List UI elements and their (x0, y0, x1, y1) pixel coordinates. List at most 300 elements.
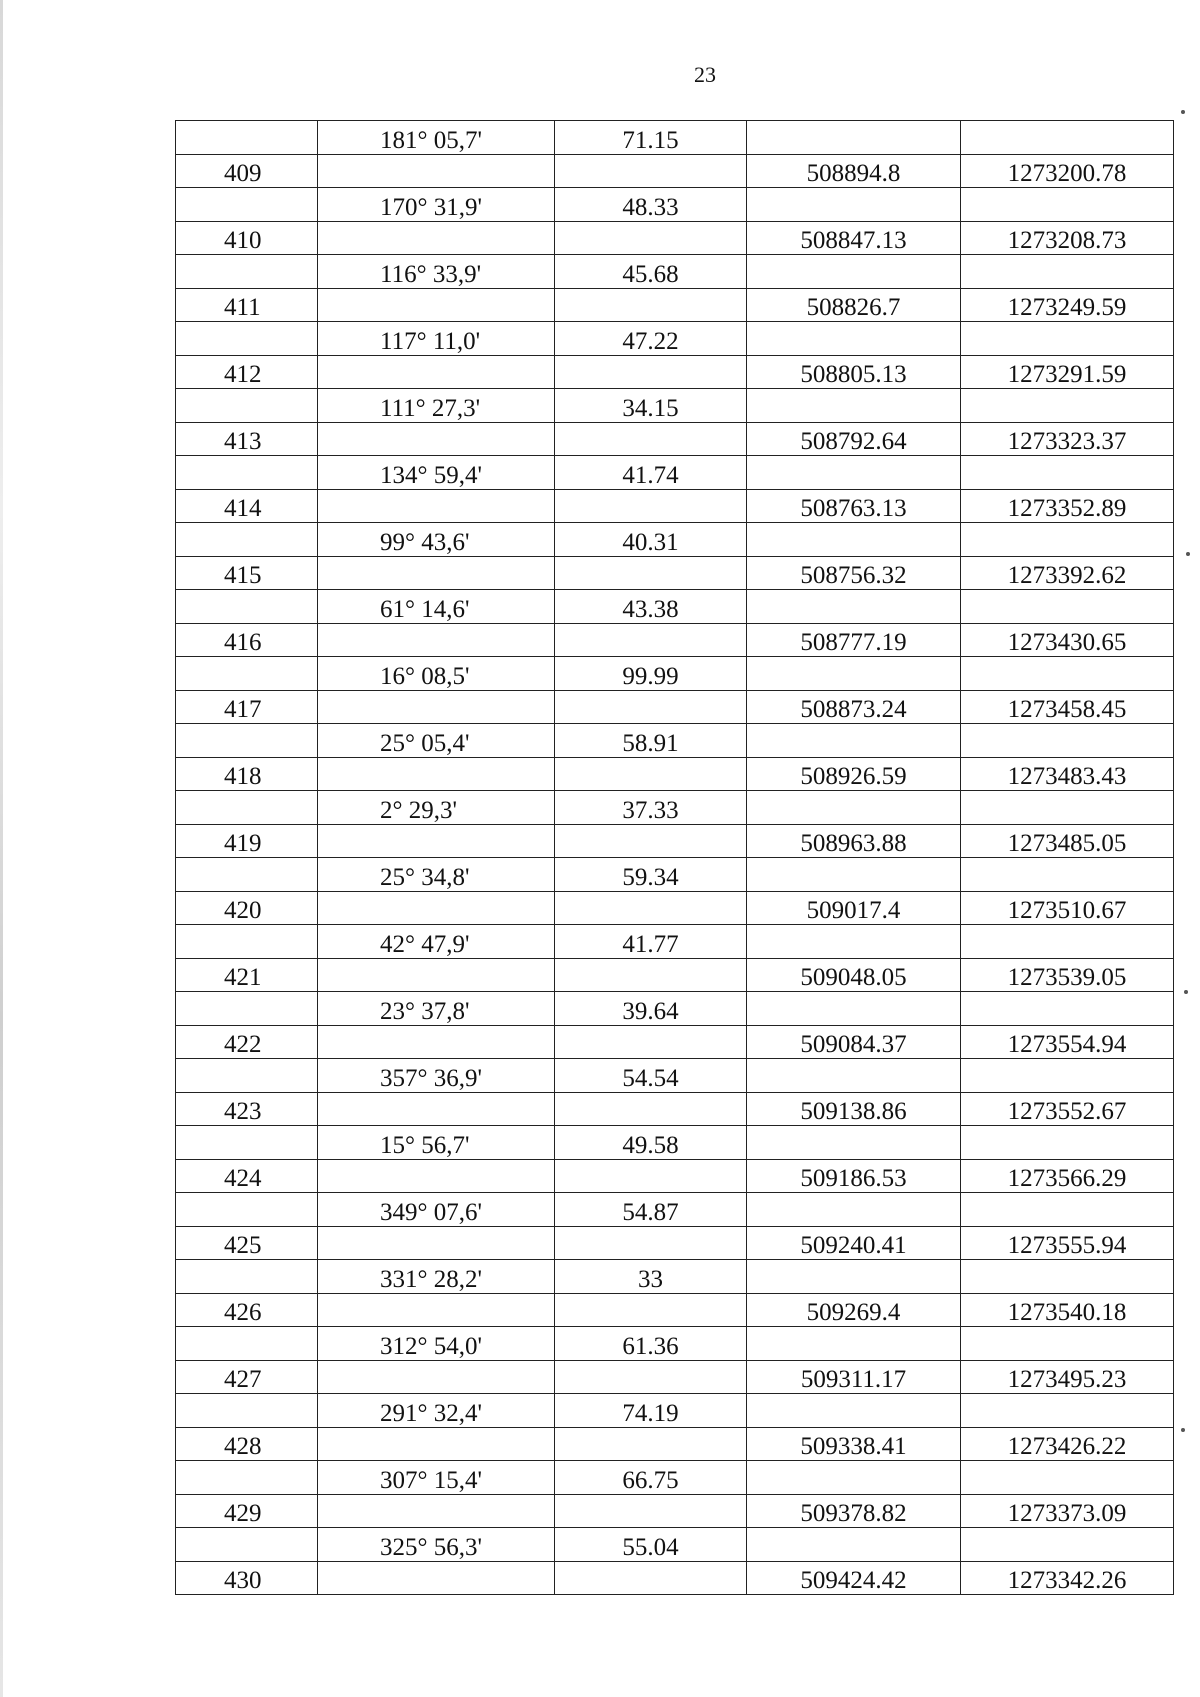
y-value: 1273510.67 (1007, 897, 1127, 924)
angle-cell (318, 1561, 555, 1595)
y-value: 1273485.05 (1007, 830, 1127, 857)
y-value: 1273200.78 (1007, 160, 1127, 187)
y-cell (961, 1193, 1174, 1227)
point-value: 423 (224, 1098, 262, 1125)
distance-cell (555, 188, 747, 222)
table-row-leg (176, 992, 1174, 1026)
distance-value: 55.04 (622, 1533, 679, 1561)
x-value: 508894.8 (806, 160, 901, 187)
y-value: 1273323.37 (1007, 428, 1127, 455)
x-cell (747, 355, 961, 389)
y-cell (961, 925, 1174, 959)
x-cell (747, 657, 961, 691)
y-value: 1273566.29 (1007, 1165, 1127, 1192)
table-row-leg (176, 1461, 1174, 1495)
y-cell (961, 1126, 1174, 1160)
angle-cell (318, 925, 555, 959)
y-cell (961, 724, 1174, 758)
angle-cell (318, 1327, 555, 1361)
point-cell (176, 690, 318, 724)
table-row-leg (176, 590, 1174, 624)
angle-cell (318, 121, 555, 155)
x-cell (747, 1226, 961, 1260)
angle-value: 23° 37,8' (380, 997, 470, 1025)
point-cell (176, 1293, 318, 1327)
y-cell (961, 1059, 1174, 1093)
y-cell (961, 188, 1174, 222)
angle-cell (318, 858, 555, 892)
angle-cell (318, 1528, 555, 1562)
distance-cell (555, 1327, 747, 1361)
point-cell (176, 188, 318, 222)
table-row-leg (176, 523, 1174, 557)
table-row-point (176, 1494, 1174, 1528)
x-cell (747, 556, 961, 590)
distance-value: 43.38 (622, 595, 679, 623)
x-cell (747, 288, 961, 322)
distance-cell (555, 657, 747, 691)
margin-mark (1181, 110, 1185, 114)
distance-value: 74.19 (622, 1399, 679, 1427)
point-cell (176, 1427, 318, 1461)
table-row-leg (176, 188, 1174, 222)
point-value: 426 (224, 1299, 262, 1326)
angle-value: 117° 11,0' (380, 327, 481, 355)
distance-cell (555, 1394, 747, 1428)
angle-value: 61° 14,6' (380, 595, 470, 623)
y-value: 1273392.62 (1007, 562, 1127, 589)
point-cell (176, 422, 318, 456)
x-cell (747, 925, 961, 959)
table-row-leg (176, 1394, 1174, 1428)
angle-cell (318, 1293, 555, 1327)
x-cell (747, 791, 961, 825)
y-cell (961, 121, 1174, 155)
distance-cell (555, 1159, 747, 1193)
distance-cell (555, 322, 747, 356)
point-cell (176, 1059, 318, 1093)
angle-cell (318, 1126, 555, 1160)
y-cell (961, 422, 1174, 456)
x-cell (747, 824, 961, 858)
coordinates-table-body (176, 121, 1174, 1595)
distance-cell (555, 1494, 747, 1528)
point-value: 412 (224, 361, 262, 388)
point-cell (176, 1025, 318, 1059)
x-cell (747, 1092, 961, 1126)
y-cell (961, 623, 1174, 657)
angle-cell (318, 724, 555, 758)
point-cell (176, 221, 318, 255)
x-cell (747, 221, 961, 255)
y-cell (961, 791, 1174, 825)
margin-mark (1186, 552, 1190, 556)
angle-value: 25° 34,8' (380, 863, 470, 891)
x-value: 508963.88 (800, 830, 907, 857)
distance-cell (555, 958, 747, 992)
y-value: 1273540.18 (1007, 1299, 1127, 1326)
x-value: 508777.19 (800, 629, 907, 656)
table-row-point (176, 221, 1174, 255)
point-value: 417 (224, 696, 262, 723)
y-cell (961, 858, 1174, 892)
distance-cell (555, 1092, 747, 1126)
table-row-leg (176, 1193, 1174, 1227)
y-cell (961, 1159, 1174, 1193)
x-value: 508873.24 (800, 696, 907, 723)
y-cell (961, 1561, 1174, 1595)
table-row-point (176, 824, 1174, 858)
distance-value: 37.33 (622, 796, 679, 824)
point-value: 430 (224, 1567, 262, 1594)
point-value: 418 (224, 763, 262, 790)
point-cell (176, 322, 318, 356)
angle-cell (318, 1427, 555, 1461)
table-row-point (176, 623, 1174, 657)
distance-value: 61.36 (622, 1332, 679, 1360)
angle-cell (318, 623, 555, 657)
x-cell (747, 121, 961, 155)
distance-cell (555, 992, 747, 1026)
point-cell (176, 1394, 318, 1428)
angle-value: 291° 32,4' (380, 1399, 483, 1427)
distance-cell (555, 1059, 747, 1093)
table-row-point (176, 154, 1174, 188)
point-cell (176, 1226, 318, 1260)
x-cell (747, 523, 961, 557)
y-cell (961, 1461, 1174, 1495)
distance-cell (555, 1126, 747, 1160)
distance-cell (555, 422, 747, 456)
y-cell (961, 1394, 1174, 1428)
table-row-leg (176, 1260, 1174, 1294)
x-value: 508763.13 (800, 495, 907, 522)
y-cell (961, 690, 1174, 724)
x-value: 509424.42 (800, 1567, 907, 1594)
point-cell (176, 389, 318, 423)
distance-cell (555, 154, 747, 188)
x-value: 508756.32 (800, 562, 907, 589)
x-cell (747, 1059, 961, 1093)
y-cell (961, 556, 1174, 590)
point-cell (176, 1461, 318, 1495)
angle-cell (318, 757, 555, 791)
table-row-point (176, 1360, 1174, 1394)
x-cell (747, 489, 961, 523)
point-cell (176, 1327, 318, 1361)
table-row-point (176, 1159, 1174, 1193)
table-row-point (176, 757, 1174, 791)
distance-value: 49.58 (622, 1131, 679, 1159)
point-cell (176, 288, 318, 322)
distance-cell (555, 623, 747, 657)
angle-cell (318, 523, 555, 557)
distance-cell (555, 1025, 747, 1059)
distance-cell (555, 757, 747, 791)
table-row-point (176, 355, 1174, 389)
point-value: 422 (224, 1031, 262, 1058)
point-value: 415 (224, 562, 262, 589)
distance-cell (555, 1293, 747, 1327)
table-row-point (176, 1025, 1174, 1059)
angle-value: 111° 27,3' (380, 394, 481, 422)
x-cell (747, 1193, 961, 1227)
x-value: 508926.59 (800, 763, 907, 790)
x-cell (747, 1360, 961, 1394)
y-cell (961, 1494, 1174, 1528)
y-value: 1273342.26 (1007, 1567, 1127, 1594)
distance-cell (555, 891, 747, 925)
distance-cell (555, 1193, 747, 1227)
angle-value: 325° 56,3' (380, 1533, 483, 1561)
x-value: 508805.13 (800, 361, 907, 388)
table-row-leg (176, 1059, 1174, 1093)
y-cell (961, 221, 1174, 255)
x-value: 508792.64 (800, 428, 907, 455)
point-cell (176, 121, 318, 155)
x-cell (747, 1461, 961, 1495)
y-value: 1273552.67 (1007, 1098, 1127, 1125)
distance-cell (555, 456, 747, 490)
point-value: 414 (224, 495, 262, 522)
table-row-point (176, 288, 1174, 322)
x-cell (747, 389, 961, 423)
distance-cell (555, 523, 747, 557)
angle-cell (318, 1059, 555, 1093)
table-row-point (176, 422, 1174, 456)
distance-cell (555, 121, 747, 155)
distance-value: 41.77 (622, 930, 679, 958)
x-value: 508847.13 (800, 227, 907, 254)
point-cell (176, 154, 318, 188)
angle-cell (318, 1226, 555, 1260)
x-cell (747, 1427, 961, 1461)
table-row-point (176, 1427, 1174, 1461)
distance-value: 54.54 (622, 1064, 679, 1092)
angle-cell (318, 1494, 555, 1528)
distance-value: 47.22 (622, 327, 679, 355)
x-cell (747, 958, 961, 992)
angle-cell (318, 1193, 555, 1227)
x-cell (747, 1561, 961, 1595)
x-cell (747, 456, 961, 490)
y-cell (961, 523, 1174, 557)
distance-value: 41.74 (622, 461, 679, 489)
point-value: 413 (224, 428, 262, 455)
y-cell (961, 1260, 1174, 1294)
y-value: 1273458.45 (1007, 696, 1127, 723)
distance-cell (555, 1528, 747, 1562)
point-cell (176, 1092, 318, 1126)
angle-value: 15° 56,7' (380, 1131, 470, 1159)
angle-value: 181° 05,7' (380, 126, 483, 154)
table-row-point (176, 1226, 1174, 1260)
point-cell (176, 456, 318, 490)
distance-value: 58.91 (622, 729, 679, 757)
page-number: 23 (694, 62, 716, 87)
angle-value: 357° 36,9' (380, 1064, 483, 1092)
distance-cell (555, 690, 747, 724)
angle-cell (318, 1025, 555, 1059)
point-cell (176, 724, 318, 758)
distance-cell (555, 925, 747, 959)
distance-cell (555, 288, 747, 322)
table-row-leg (176, 925, 1174, 959)
y-value: 1273539.05 (1007, 964, 1127, 991)
angle-cell (318, 590, 555, 624)
angle-cell (318, 791, 555, 825)
distance-value: 48.33 (622, 193, 679, 221)
x-value: 509338.41 (800, 1433, 907, 1460)
y-value: 1273352.89 (1007, 495, 1127, 522)
x-cell (747, 623, 961, 657)
x-value: 509048.05 (800, 964, 907, 991)
distance-cell (555, 1226, 747, 1260)
y-cell (961, 456, 1174, 490)
table-row-leg (176, 791, 1174, 825)
x-cell (747, 154, 961, 188)
distance-cell (555, 1561, 747, 1595)
point-cell (176, 925, 318, 959)
table-row-leg (176, 1327, 1174, 1361)
angle-value: 331° 28,2' (380, 1265, 483, 1293)
point-cell (176, 489, 318, 523)
y-cell (961, 288, 1174, 322)
angle-cell (318, 489, 555, 523)
angle-cell (318, 992, 555, 1026)
angle-value: 134° 59,4' (380, 461, 483, 489)
distance-value: 40.31 (622, 528, 679, 556)
margin-mark (1181, 1428, 1185, 1432)
y-cell (961, 1293, 1174, 1327)
x-value: 509138.86 (800, 1098, 907, 1125)
table-row-leg (176, 1528, 1174, 1562)
distance-value: 45.68 (622, 260, 679, 288)
point-cell (176, 623, 318, 657)
y-cell (961, 389, 1174, 423)
y-cell (961, 657, 1174, 691)
point-value: 427 (224, 1366, 262, 1393)
table-row-point (176, 556, 1174, 590)
y-cell (961, 992, 1174, 1026)
x-cell (747, 1126, 961, 1160)
x-cell (747, 858, 961, 892)
distance-value: 59.34 (622, 863, 679, 891)
distance-cell (555, 858, 747, 892)
point-cell (176, 1494, 318, 1528)
angle-cell (318, 355, 555, 389)
x-cell (747, 1394, 961, 1428)
table-row-leg (176, 255, 1174, 289)
x-value: 509084.37 (800, 1031, 907, 1058)
point-cell (176, 891, 318, 925)
x-cell (747, 422, 961, 456)
x-cell (747, 1293, 961, 1327)
y-value: 1273291.59 (1007, 361, 1127, 388)
x-value: 509269.4 (806, 1299, 901, 1326)
angle-cell (318, 690, 555, 724)
angle-cell (318, 556, 555, 590)
distance-cell (555, 724, 747, 758)
y-cell (961, 1360, 1174, 1394)
x-cell (747, 255, 961, 289)
point-value: 425 (224, 1232, 262, 1259)
x-value: 509017.4 (806, 897, 901, 924)
distance-cell (555, 355, 747, 389)
point-value: 416 (224, 629, 262, 656)
point-cell (176, 255, 318, 289)
x-cell (747, 188, 961, 222)
margin-mark (1184, 990, 1188, 994)
angle-cell (318, 456, 555, 490)
x-value: 508826.7 (806, 294, 901, 321)
table-row-point (176, 1293, 1174, 1327)
point-cell (176, 1360, 318, 1394)
angle-cell (318, 422, 555, 456)
angle-value: 99° 43,6' (380, 528, 470, 556)
point-cell (176, 824, 318, 858)
angle-value: 312° 54,0' (380, 1332, 483, 1360)
distance-cell (555, 489, 747, 523)
scan-edge-shadow (0, 0, 3, 1697)
x-cell (747, 590, 961, 624)
angle-cell (318, 288, 555, 322)
angle-cell (318, 255, 555, 289)
table-row-leg (176, 858, 1174, 892)
x-cell (747, 1159, 961, 1193)
y-cell (961, 1025, 1174, 1059)
distance-cell (555, 221, 747, 255)
point-cell (176, 958, 318, 992)
distance-cell (555, 791, 747, 825)
point-cell (176, 1193, 318, 1227)
angle-cell (318, 1159, 555, 1193)
y-value: 1273373.09 (1007, 1500, 1127, 1527)
y-cell (961, 489, 1174, 523)
angle-cell (318, 154, 555, 188)
y-value: 1273555.94 (1007, 1232, 1127, 1259)
point-cell (176, 757, 318, 791)
y-value: 1273483.43 (1007, 763, 1127, 790)
x-cell (747, 1528, 961, 1562)
point-value: 411 (224, 294, 261, 321)
distance-value: 66.75 (622, 1466, 679, 1494)
table-row-leg (176, 456, 1174, 490)
table-row-point (176, 690, 1174, 724)
y-value: 1273495.23 (1007, 1366, 1127, 1393)
angle-cell (318, 1461, 555, 1495)
point-cell (176, 523, 318, 557)
y-value: 1273249.59 (1007, 294, 1127, 321)
distance-cell (555, 1461, 747, 1495)
distance-value: 33 (638, 1265, 663, 1293)
y-cell (961, 1528, 1174, 1562)
point-cell (176, 1561, 318, 1595)
y-cell (961, 255, 1174, 289)
x-cell (747, 1327, 961, 1361)
point-value: 419 (224, 830, 262, 857)
angle-cell (318, 188, 555, 222)
point-cell (176, 1528, 318, 1562)
angle-value: 116° 33,9' (380, 260, 482, 288)
y-cell (961, 1327, 1174, 1361)
angle-value: 349° 07,6' (380, 1198, 483, 1226)
table-row-leg (176, 724, 1174, 758)
point-value: 421 (224, 964, 262, 991)
angle-value: 16° 08,5' (380, 662, 470, 690)
distance-cell (555, 556, 747, 590)
distance-cell (555, 1427, 747, 1461)
